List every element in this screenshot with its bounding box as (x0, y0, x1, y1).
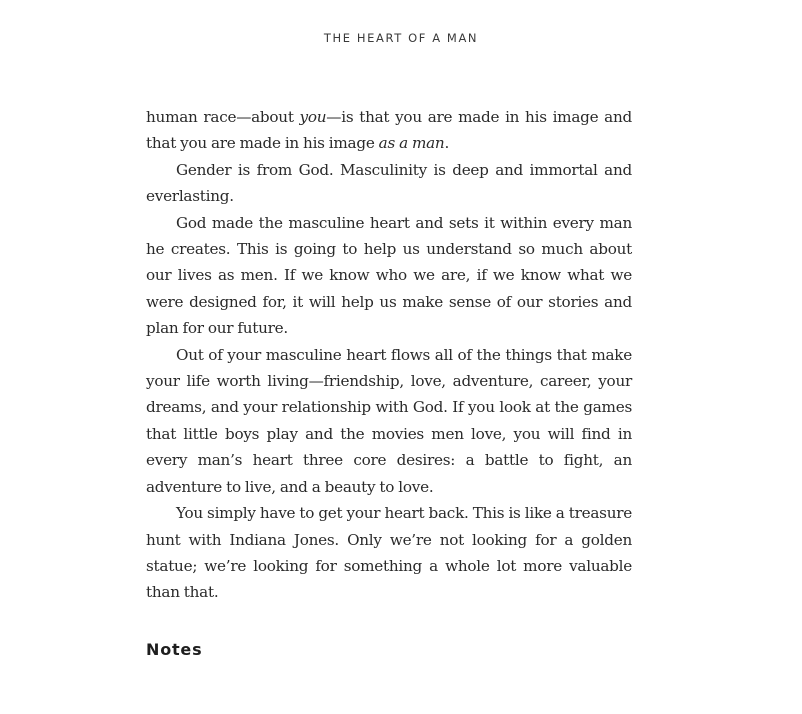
text-segment: —is that you are made in his image and that you are made in his image (146, 108, 632, 153)
text-segment: You simply have to get your heart back. This is like a treasure hunt with Indiana Jones. Only we’re not looking for a golden statue; we’re looking for something a whole lot more valuable than that. (146, 504, 632, 602)
text-segment: human race—about (146, 108, 300, 126)
notes-heading: Notes (146, 640, 203, 659)
text-segment: Gender is from God. Masculinity is deep and immortal and everlasting. (146, 160, 632, 206)
text-segment: Out of your masculine heart flows all of the things that make your life worth living—friendship, love, adventure, career, your dreams, and your relationship with God. If you look at the games that little boys play and the movies men love, you will find in every man’s heart three core desires: a battle to fight, an adventure to live, and a beauty to love. (146, 345, 632, 496)
text-segment: . (444, 134, 450, 153)
italic-segment: as a man (378, 134, 445, 153)
paragraph (146, 500, 632, 606)
paragraph (146, 342, 632, 500)
paragraph (146, 157, 632, 210)
paragraph (146, 210, 632, 342)
running-head: THE HEART OF A MAN (323, 31, 479, 45)
text-segment: God made the masculine heart and sets it within every man he creates. This is going to help us understand so much about our lives as men. If we know who we are, if we know what we were designed for, it will help us make sense of our stories and plan for our future. (146, 213, 632, 338)
italic-segment: you (299, 108, 327, 126)
paragraph (146, 104, 632, 157)
body-text (146, 104, 632, 606)
